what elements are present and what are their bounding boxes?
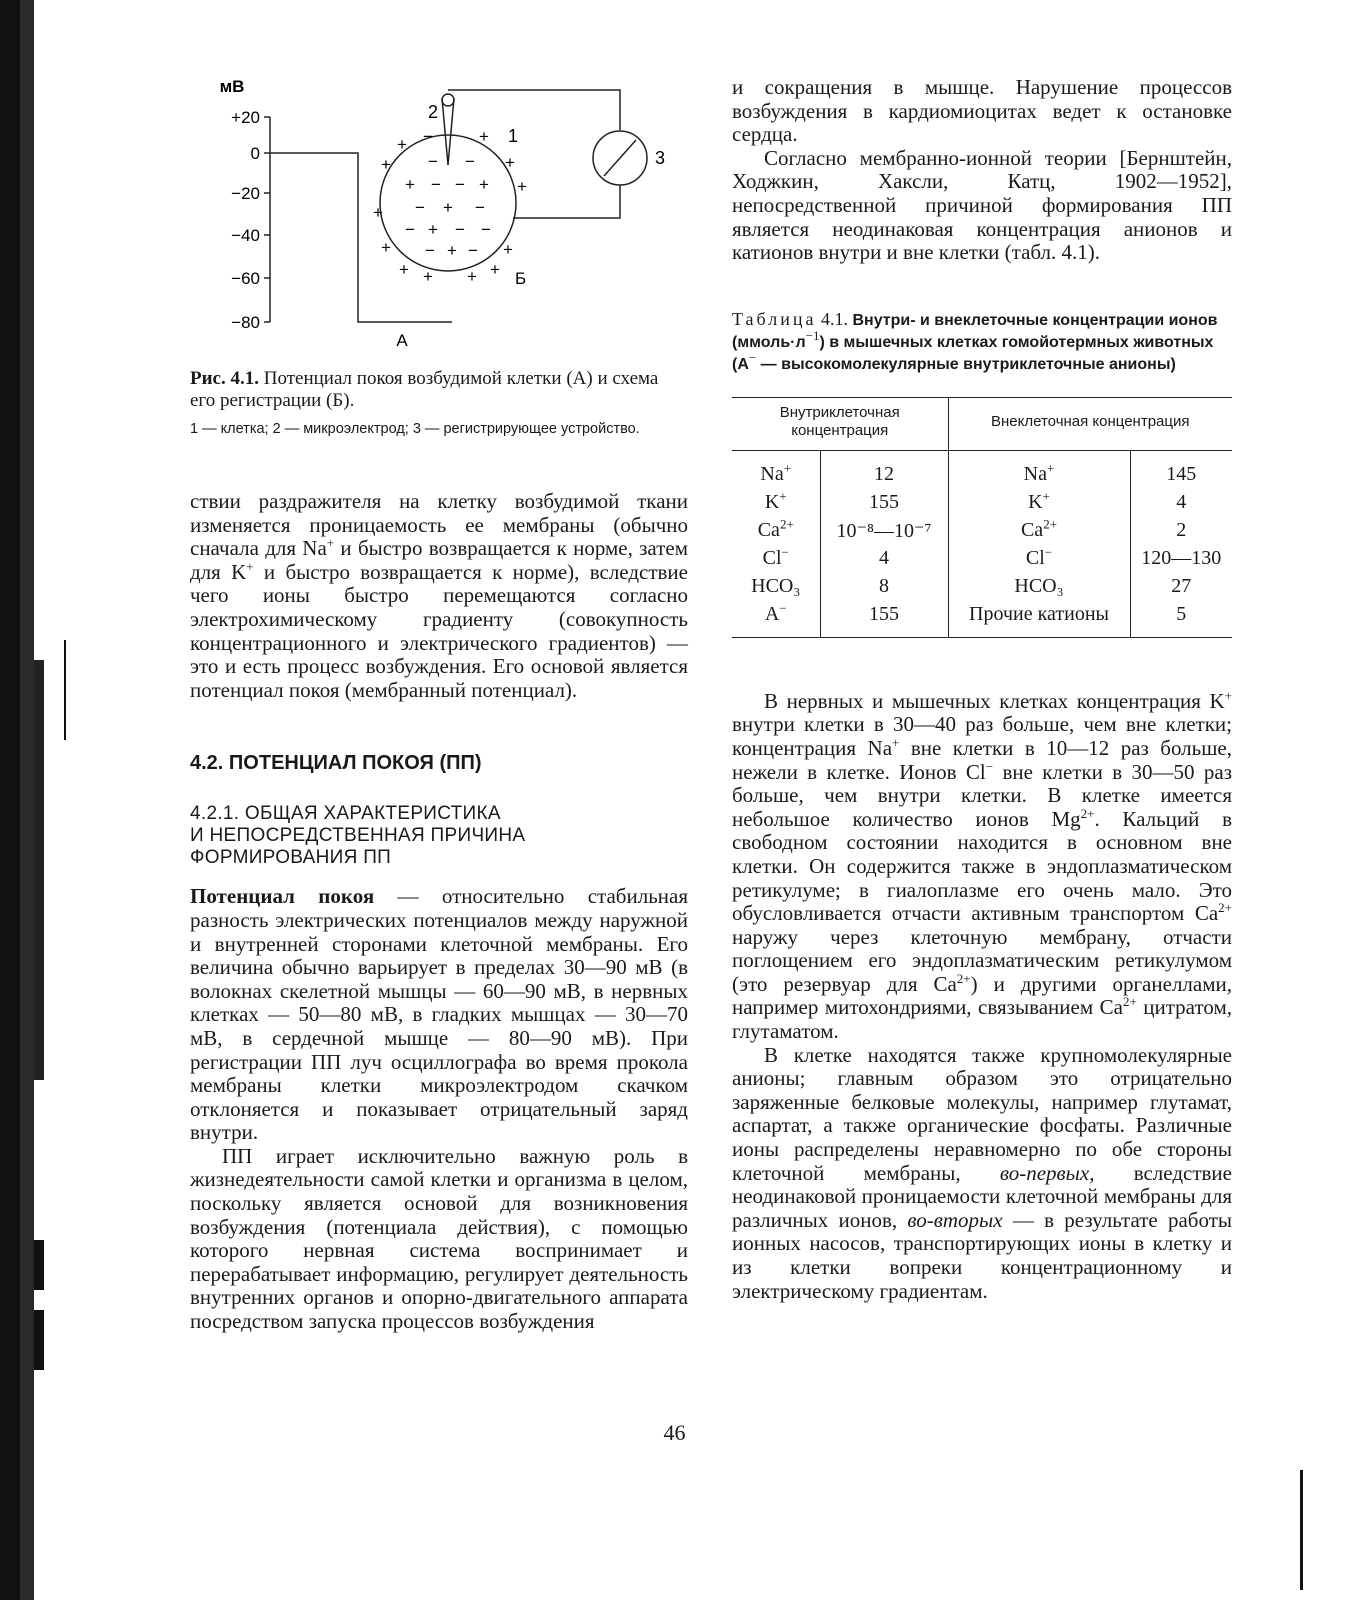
ion-inside-cell	[732, 450, 820, 489]
value-outside-cell	[1130, 545, 1232, 573]
cell-text: 155	[869, 491, 899, 514]
ion-charge: +	[1046, 460, 1055, 476]
inner-charge: −	[415, 198, 425, 217]
cell-text: Cl	[762, 547, 782, 570]
outer-charge: +	[505, 153, 515, 172]
cell-text: 120—130	[1141, 547, 1222, 570]
value-inside-cell	[820, 489, 948, 517]
ion-outside-cell	[948, 601, 1130, 638]
text-run: ) и другими органеллами, например митохондриями, связыванием Ca	[732, 971, 1232, 1020]
scan-mark	[34, 660, 44, 1080]
superscript: 2+	[1122, 994, 1137, 1010]
cell-text: K	[764, 491, 780, 514]
text-run: вследствие неодинаковой проницаемости клеточной мембраны для различных ионов,	[732, 1160, 1232, 1232]
text-run: и быстро возвращается к норме, затем для K	[190, 536, 688, 584]
ion-outside-cell	[948, 573, 1130, 601]
value-inside-cell	[820, 450, 948, 489]
outer-charge: +	[503, 240, 513, 259]
cell-text: Cl	[1025, 547, 1045, 570]
cell-text: 4	[879, 547, 889, 570]
ion-charge: −	[779, 600, 787, 616]
cell-text: HCO₃	[1014, 575, 1064, 598]
text-run: — в результате работы ионных насосов, транспортирующих ионы в клетку и из клетки вопреки концентрационному и электрическому градиентам.	[732, 1207, 1232, 1303]
right-paragraph-4	[732, 1044, 1232, 1304]
ion-outside-cell	[948, 517, 1130, 545]
y-tick-label: −40	[231, 226, 260, 245]
emphasis: во-первых,	[999, 1160, 1095, 1185]
inner-charge: −	[455, 220, 465, 239]
subsection-heading-line: И НЕПОСРЕДСТВЕННАЯ ПРИЧИНА	[190, 825, 526, 847]
text-run: . Кальций в свободном состоянии находится в основном вне клетки. Он содержится также в эндоплазматическом ретикулуме; в гиалоплазме его очень мало. Это обусловливается отчасти активным транспортом Ca	[732, 806, 1232, 926]
inner-charge: −	[431, 175, 441, 194]
superscript: +	[246, 558, 254, 574]
outer-charge: +	[423, 267, 433, 286]
header-extracellular: Внеклеточная концентрация	[948, 397, 1232, 450]
inner-charge: +	[405, 175, 415, 194]
y-tick-label: −20	[231, 184, 260, 203]
inner-charge: −	[428, 152, 438, 171]
mv-unit-label: мВ	[219, 77, 245, 96]
ion-outside-cell	[948, 545, 1130, 573]
label-recorder: 3	[655, 148, 666, 168]
ion-inside-cell	[732, 517, 820, 545]
value-outside-cell	[1130, 601, 1232, 638]
text-run: внутри клетки в 30—40 раз больше, чем вне клетки; концентрация Na	[732, 712, 1232, 760]
text-run: наружу через клеточную мембрану, отчасти поглощением его эндоплазматическим ретикулумом (это резервуар для Ca	[732, 924, 1232, 996]
right-column	[732, 76, 1232, 1303]
cell-text: 27	[1171, 575, 1192, 598]
cell-text: 2	[1176, 519, 1187, 542]
y-tick-label: −80	[231, 313, 260, 332]
cell-text: Na	[1023, 463, 1047, 486]
y-tick-label: 0	[250, 144, 260, 163]
graph-label: А	[396, 331, 408, 350]
y-tick-label: −60	[231, 269, 260, 288]
left-column	[190, 70, 688, 1334]
value-inside-cell	[820, 545, 948, 573]
cell-text: Прочие катионы	[969, 603, 1109, 626]
inner-charge: −	[455, 175, 465, 194]
table-caption-title: — высокомолекулярные внутриклеточные анионы)	[756, 355, 1176, 373]
cell-text: Ca	[1020, 519, 1044, 542]
cell-text: 10⁻⁸—10⁻⁷	[836, 520, 932, 543]
outer-charge: +	[397, 135, 407, 154]
figure-caption	[190, 368, 688, 412]
cell-text: 155	[869, 603, 899, 626]
ion-charge: +	[783, 460, 792, 476]
table-caption-title: ) в мышечных клетках гомойотермных животных (А	[732, 333, 1214, 373]
value-inside-cell	[820, 601, 948, 638]
inner-charge: −	[481, 220, 491, 239]
table-row	[732, 450, 1232, 489]
text-run: В клетке находятся также крупномолекулярные анионы; главным образом это отрицательно заряженные белковые молекулы, например глутамат, аспартат, а также органические фосфаты. Различные ионы распределены неравномерно по обе стороны клеточной мембраны,	[732, 1042, 1232, 1185]
inner-charge: +	[479, 175, 489, 194]
text-run: и быстро возвращается к норме), вследствие чего ионы быстро перемещаются согласно электрохимическому градиенту (совокупность концентрационного и электрического градиентов) — это и есть процесс возбуждения. Его основой является потенциал покоя (мембранный потенциал).	[190, 559, 688, 702]
superscript: 2+	[1218, 900, 1232, 916]
inner-charge: −	[425, 241, 435, 260]
cell-text: 4	[1176, 491, 1187, 514]
cell-text: 12	[874, 463, 894, 486]
text-run: вне клетки в 10—12 раз больше, нежели в клетке. Ионов Cl	[732, 735, 1232, 784]
section-heading: 4.2. ПОТЕНЦИАЛ ПОКОЯ (ПП)	[190, 752, 482, 775]
superscript: −	[985, 758, 994, 774]
label-scheme: Б	[515, 269, 527, 288]
value-outside-cell	[1130, 489, 1232, 517]
text-run: цитратом, глутаматом.	[732, 995, 1232, 1044]
scan-mark	[34, 1310, 44, 1370]
table-caption	[732, 309, 1232, 375]
scan-mark	[34, 1240, 44, 1290]
text-run: — относительно стабильная разность электрических потенциалов между наружной и внутренней сторонами клеточной мембраны. Его величина обычно варьирует в пределах 30—90 мВ (в волокнах скелетной мышцы — 60—90 мВ, в нервных клетках — 50—80 мВ, в гладких мышцах — 30—70 мВ, в сердечной мышце — 80—90 мВ). При регистрации ПП луч осциллографа во время прокола мембраны клетки микроэлектродом скачком отклоняется и показывает отрицательный заряд внутри.	[190, 884, 688, 1145]
right-paragraph-2: Согласно мембранно-ионной теории [Бернштейн, Ходжкин, Хаксли, Катц, 1902—1952], непосредственной причиной формирования ПП является неодинаковая концентрация анионов и катионов внутри и вне клетки (табл. 4.1).	[732, 145, 1232, 265]
cell-text: 8	[879, 575, 889, 598]
subsection-heading-line: 4.2.1. ОБЩАЯ ХАРАКТЕРИСТИКА	[190, 803, 501, 825]
table-caption-title: Внутри- и внеклеточные концентрации ионов (ммоль·л	[732, 311, 1218, 351]
ion-inside-cell	[732, 573, 820, 601]
scan-mark	[64, 640, 66, 740]
y-tick-label: +20	[231, 108, 260, 127]
superscript: 2+	[1080, 805, 1095, 821]
right-paragraph-3	[732, 687, 1232, 1044]
outer-charge: +	[381, 155, 391, 174]
ion-charge: 2+	[779, 516, 794, 532]
table-row	[732, 545, 1232, 573]
subsection-heading-line: ФОРМИРОВАНИЯ ПП	[190, 847, 392, 869]
superscript: +	[892, 734, 900, 750]
ion-charge: −	[781, 544, 789, 560]
ion-outside-cell	[948, 489, 1130, 517]
cell-text: 5	[1176, 603, 1187, 626]
inner-charge: −	[475, 198, 485, 217]
inner-charge: −	[423, 127, 433, 146]
table-row	[732, 601, 1232, 638]
emphasis: во-вторых	[907, 1207, 1003, 1232]
table-header-row	[732, 397, 1232, 450]
cell-text: HCO₃	[751, 575, 801, 598]
ion-charge: −	[1044, 544, 1053, 560]
value-outside-cell	[1130, 573, 1232, 601]
superscript: 2+	[956, 970, 971, 986]
left-paragraph-1	[190, 490, 688, 702]
term-resting-potential: Потенциал покоя	[190, 884, 375, 909]
table-row	[732, 573, 1232, 601]
text-run: В нервных и мышечных клетках концентрация K	[764, 688, 1225, 713]
table-row	[732, 489, 1232, 517]
value-outside-cell	[1130, 517, 1232, 545]
outer-charge: +	[490, 260, 500, 279]
superscript: −	[748, 349, 757, 365]
ion-inside-cell	[732, 489, 820, 517]
ion-charge: +	[1042, 488, 1050, 504]
text-run: вне клетки в 30—50 раз больше, чем внутри клетки. В клетке имеется небольшое количество ионов Mg	[732, 759, 1232, 831]
table-caption-number: 4.1.	[816, 308, 853, 329]
outer-charge: +	[381, 238, 391, 257]
figure-caption-text: Потенциал покоя возбудимой клетки (А) и схема его регистрации (Б).	[190, 368, 659, 411]
inner-charge: +	[447, 241, 457, 260]
ion-charge: +	[779, 488, 787, 504]
left-paragraph-2	[190, 885, 688, 1145]
inner-charge: +	[443, 198, 453, 217]
inner-charge: −	[465, 152, 475, 171]
figure-caption-lead: Рис. 4.1.	[190, 368, 259, 389]
outer-charge: +	[373, 203, 383, 222]
table-caption-word: Таблица	[732, 308, 817, 329]
outer-charge: +	[479, 127, 489, 146]
value-outside-cell	[1130, 450, 1232, 489]
ion-concentration-table	[732, 397, 1232, 638]
value-inside-cell	[820, 517, 948, 545]
outer-charge: +	[467, 267, 477, 286]
scan-mark	[1300, 1470, 1303, 1590]
table-row	[732, 517, 1232, 545]
inner-charge: −	[468, 241, 478, 260]
superscript: +	[1224, 687, 1232, 703]
left-paragraph-3: ПП играет исключительно важную роль в жизнедеятельности самой клетки и организма в целом, поскольку является основой для возникновения возбуждения (потенциала действия), с помощью которого нервная система воспринимает и перерабатывает информацию, регулирует деятельность внутренних органов и опорно-двигательного аппарата посредством запуска процессов возбуждения	[190, 1143, 688, 1334]
figure-legend: 1 — клетка; 2 — микроэлектрод; 3 — регистрирующее устройство.	[190, 421, 640, 437]
figure-caption-block	[190, 368, 688, 438]
scan-edge-bar	[20, 0, 34, 1600]
inner-charge: +	[428, 220, 438, 239]
cell-text: Ca	[757, 519, 780, 542]
superscript: +	[326, 535, 335, 551]
cell-text: K	[1028, 491, 1043, 514]
cell-text: Na	[760, 463, 784, 486]
header-intracellular: Внутриклеточная концентрация	[732, 397, 948, 450]
page-number: 46	[663, 1420, 686, 1445]
subsection-heading	[190, 803, 688, 869]
ion-inside-cell	[732, 601, 820, 638]
value-inside-cell	[820, 573, 948, 601]
right-paragraph-1: и сокращения в мышце. Нарушение процессов возбуждения в кардиомиоцитах ведет к остановке сердца.	[732, 75, 1232, 147]
ion-outside-cell	[948, 450, 1130, 489]
cell-text: 145	[1166, 463, 1197, 486]
label-microelectrode: 2	[428, 102, 439, 122]
superscript: −1	[805, 327, 820, 343]
scan-edge-bar	[0, 0, 20, 1600]
outer-charge: +	[517, 177, 527, 196]
label-cell: 1	[508, 126, 519, 146]
cell-text: A	[764, 603, 780, 626]
outer-charge: +	[399, 260, 409, 279]
inner-charge: −	[405, 220, 415, 239]
ion-charge: 2+	[1043, 516, 1058, 532]
text-run: ствии раздражителя на клетку возбудимой ткани изменяется проницаемость ее мембраны (обычно сначала для Na	[190, 489, 688, 561]
ion-inside-cell	[732, 545, 820, 573]
